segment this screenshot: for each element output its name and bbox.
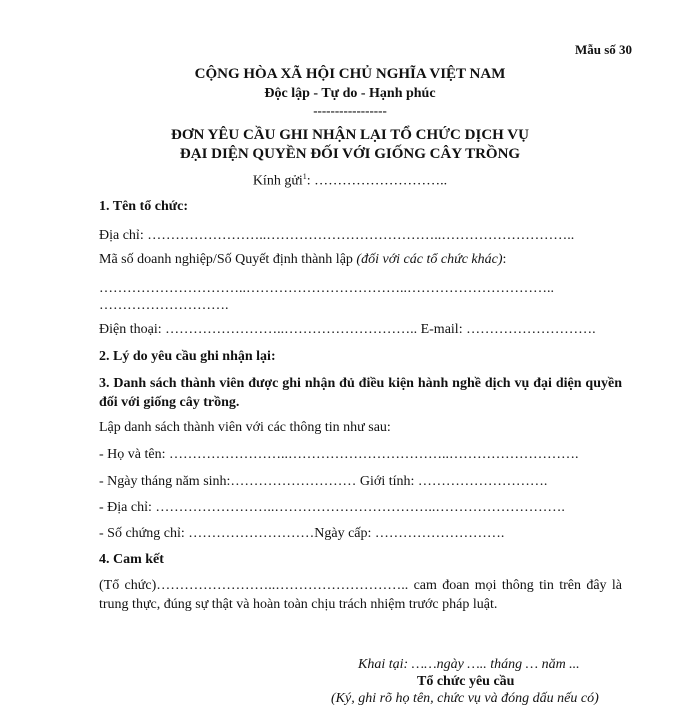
section-3-heading-line1: 3. Danh sách thành viên được ghi nhận đủ điều kiện hành nghề dịch vụ đại diện quyền (99, 376, 622, 391)
dotted-line-1: …………………………..……………………………..………………………….. (99, 281, 554, 296)
signing-date: : ……ngày ….. tháng … năm ... (403, 657, 580, 672)
recipient-value: : ……………………….. (306, 173, 448, 189)
nation-heading: CỘNG HÒA XÃ HỘI CHỦ NGHĨA VIỆT NAM (194, 66, 506, 82)
section-3-intro: Lập danh sách thành viên với các thông tin như sau: (99, 420, 391, 435)
member-cert-line: - Số chứng chỉ: ………………………Ngày cấp: ………………………. (99, 526, 505, 541)
member-address-line: - Địa chỉ: ……………………..……………………………..………………………. (99, 500, 565, 515)
recipient-label: Kính gửi (252, 173, 303, 189)
footnote-marker: 1 (302, 172, 307, 181)
address-line: Địa chỉ: ……………………..………………………………..……………………….. (99, 228, 575, 243)
signing-place-date (358, 657, 580, 673)
section-2-heading: 2. Lý do yêu cầu ghi nhận lại: (99, 349, 276, 364)
form-number: Mẫu số 30 (574, 42, 632, 57)
dotted-line-2: ………………………. (99, 298, 229, 313)
header-separator: ----------------- (313, 103, 387, 118)
tax-code-note: (đối với các tổ chức khác) (356, 252, 503, 267)
section-4-heading: 4. Cam kết (99, 552, 164, 567)
member-dob-line: - Ngày tháng năm sinh:……………………… Giới tính: ………………………. (99, 474, 548, 489)
member-name-line: - Họ và tên: ……………………..……………………………..………………………. (99, 447, 579, 462)
signature-note: (Ký, ghi rõ họ tên, chức vụ và đóng dấu nếu có) (331, 691, 599, 706)
section-3-heading-line2: đối với giống cây trồng. (99, 395, 240, 410)
recipient-line (0, 172, 700, 190)
tax-code-label: Mã số doanh nghiệp/Số Quyết định thành lập (99, 252, 357, 267)
phone-email-line: Điện thoại: ……………………..……………………….. E-mail: ………………………. (99, 322, 596, 337)
motto: Độc lập - Tự do - Hạnh phúc (264, 86, 436, 101)
signing-place-label: Khai tại (358, 657, 404, 672)
tax-code-colon: : (502, 252, 507, 267)
section-1-heading: 1. Tên tổ chức: (99, 199, 189, 214)
tax-code-line (99, 252, 506, 268)
signer-org: Tổ chức yêu cầu (417, 674, 515, 689)
commitment-line1: (Tổ chức)……………………..……………………….. cam đoan mọi thông tin trên đây là (99, 578, 622, 593)
form-title-line1: ĐƠN YÊU CẦU GHI NHẬN LẠI TỔ CHỨC DỊCH VỤ (171, 127, 529, 143)
form-title-line2: ĐẠI DIỆN QUYỀN ĐỐI VỚI GIỐNG CÂY TRỒNG (179, 146, 521, 162)
commitment-line2: trung thực, đúng sự thật và hoàn toàn chịu trách nhiệm trước pháp luật. (99, 597, 498, 612)
